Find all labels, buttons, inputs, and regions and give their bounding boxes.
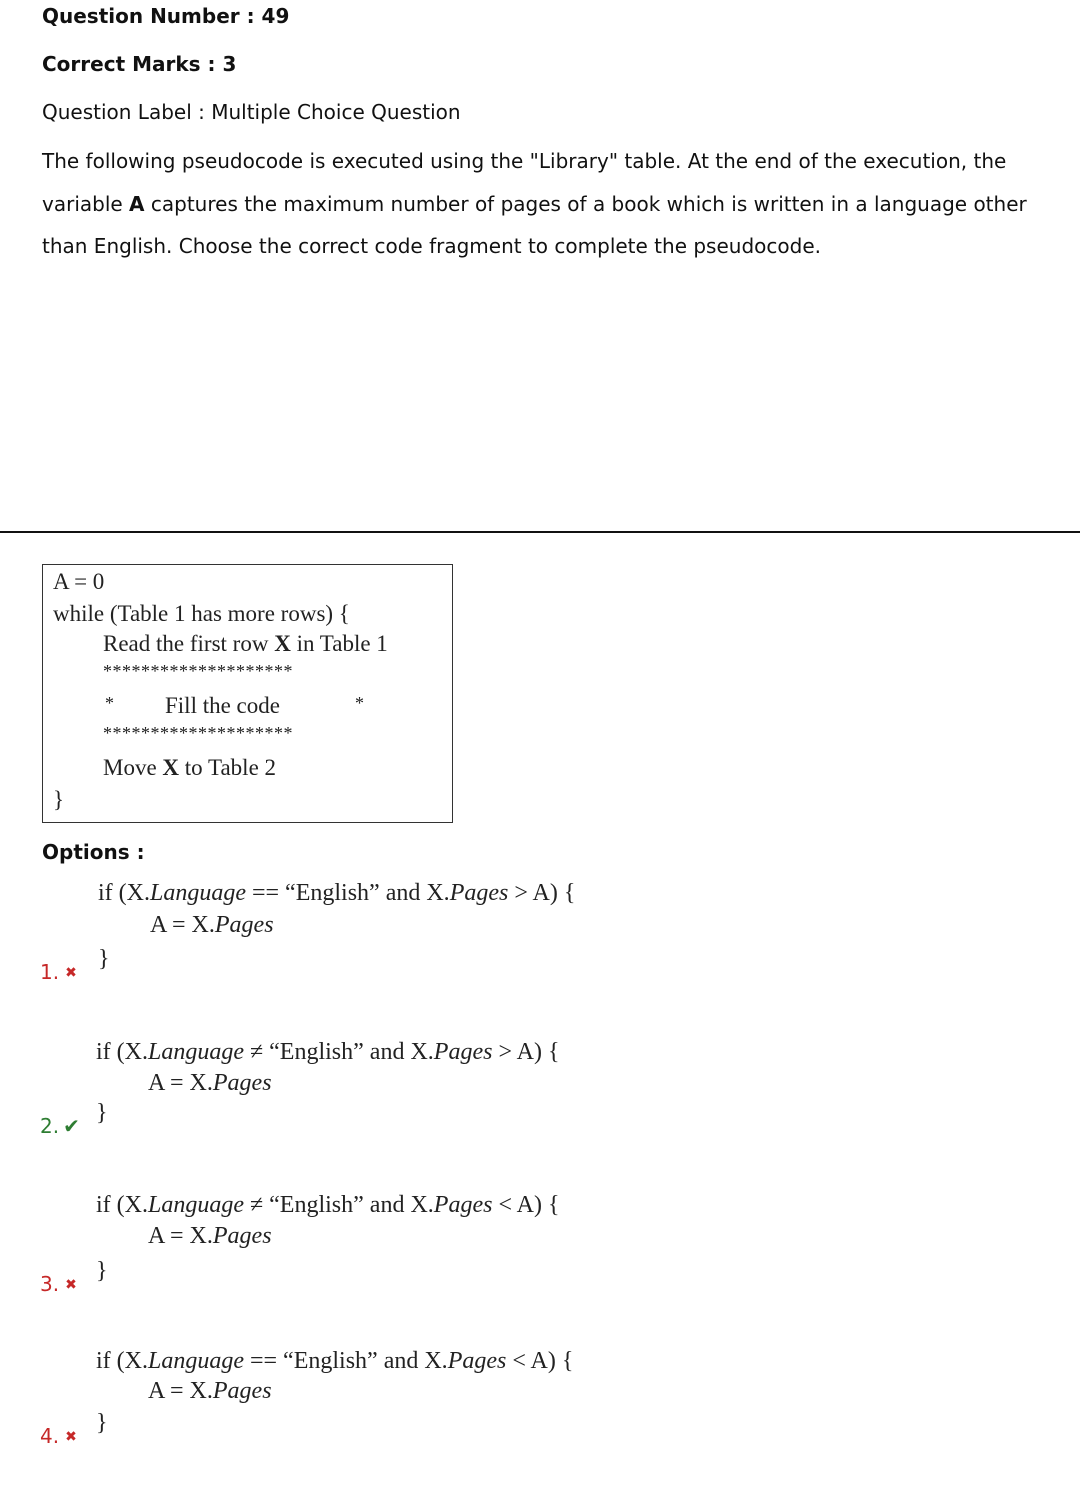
question-line-3: than English. Choose the correct code fragment to complete the pseudocode.: [42, 234, 821, 258]
code-fill-star-left: *: [105, 693, 114, 713]
option-1-close: }: [98, 946, 110, 972]
option-3-line-2: A = X.Pages: [148, 1223, 272, 1249]
code-fill-star-right: *: [355, 693, 364, 713]
option-1-number: 1. ✖: [40, 960, 77, 984]
code-fill-placeholder: Fill the code: [165, 693, 280, 718]
option-2-number: 2. ✔: [40, 1114, 80, 1138]
option-1-line-2: A = X.Pages: [150, 912, 274, 938]
divider: [0, 531, 1080, 533]
question-line-2: variable A captures the maximum number of pages of a book which is written in a language other: [42, 191, 1027, 216]
code-line-read: Read the first row X in Table 1: [103, 631, 388, 656]
code-stars-top: ********************: [103, 661, 293, 681]
option-2-close: }: [96, 1100, 108, 1126]
check-icon: ✔: [63, 1114, 80, 1138]
option-4-number: 4. ✖: [40, 1424, 77, 1448]
option-3-number: 3. ✖: [40, 1272, 77, 1296]
options-title: Options :: [42, 840, 145, 864]
option-2-line-1: if (X.Language ≠ “English” and X.Pages > A) {: [96, 1039, 560, 1065]
option-3-close: }: [96, 1258, 108, 1284]
code-line-while: while (Table 1 has more rows) {: [53, 601, 350, 626]
option-4-line-1: if (X.Language == “English” and X.Pages < A) {: [96, 1348, 574, 1374]
cross-icon: ✖: [65, 965, 77, 981]
pseudocode-box: [42, 564, 453, 823]
question-number: Question Number : 49: [42, 4, 290, 28]
question-label: Question Label : Multiple Choice Question: [42, 100, 461, 124]
option-4-close: }: [96, 1410, 108, 1436]
option-2-line-2: A = X.Pages: [148, 1070, 272, 1096]
cross-icon: ✖: [65, 1277, 77, 1293]
code-line-close: }: [53, 787, 65, 812]
option-4-line-2: A = X.Pages: [148, 1378, 272, 1404]
code-line-move: Move X to Table 2: [103, 755, 277, 780]
question-line-1: The following pseudocode is executed using the "Library" table. At the end of the execution, the: [42, 149, 1007, 173]
code-stars-bottom: ********************: [103, 723, 293, 743]
question-text: [42, 140, 1052, 268]
option-1-line-1: if (X.Language == “English” and X.Pages > A) {: [98, 880, 576, 906]
option-3-line-1: if (X.Language ≠ “English” and X.Pages < A) {: [96, 1192, 560, 1218]
code-line-init: A = 0: [53, 569, 105, 594]
correct-marks: Correct Marks : 3: [42, 52, 237, 76]
cross-icon: ✖: [65, 1429, 77, 1445]
